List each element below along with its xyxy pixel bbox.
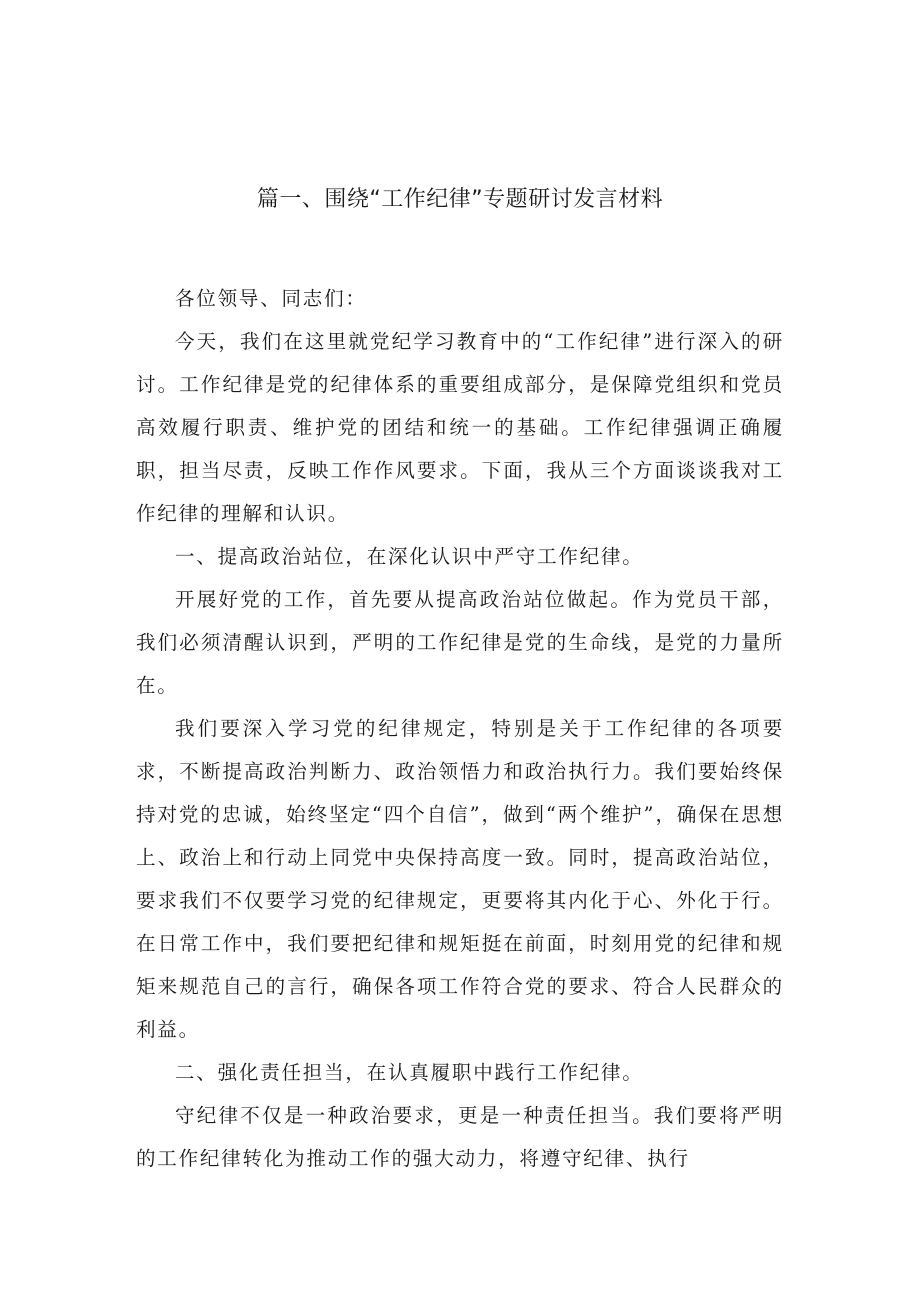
section-heading-2: 二、强化责任担当，在认真履职中践行工作纪律。 — [175, 1061, 644, 1084]
section-heading-1: 一、提高政治站位，在深化认识中严守工作纪律。 — [175, 545, 644, 568]
document-body — [136, 277, 784, 1180]
paragraph: 开展好党的工作，首先要从提高政治站位做起。作为党员干部，我们必须清醒认识到，严明的工作纪律是党的生命线，是党的力量所在。 — [136, 588, 784, 697]
paragraph: 守纪律不仅是一种政治要求，更是一种责任担当。我们要将严明的工作纪律转化为推动工作的强大动力，将遵守纪律、执行 — [136, 1104, 784, 1170]
paragraph: 我们要深入学习党的纪律规定，特别是关于工作纪律的各项要求，不断提高政治判断力、政治领悟力和政治执行力。我们要始终保持对党的忠诚，始终坚定“四个自信”，做到“两个维护”，确保在思想上、政治上和行动上同党中央保持高度一致。同时，提高政治站位，要求我们不仅要学习党的纪律规定，更要将其内化于心、外化于行。在日常工作中，我们要把纪律和规矩挺在前面，时刻用党的纪律和规矩来规范自己的言行，确保各项工作符合党的要求、符合人民群众的利益。 — [136, 717, 784, 1041]
paragraph-introduction: 今天，我们在这里就党纪学习教育中的“工作纪律”进行深入的研讨。工作纪律是党的纪律体系的重要组成部分，是保障党组织和党员高效履行职责、维护党的团结和统一的基础。工作纪律强调正确履职，担当尽责，反映工作作风要求。下面，我从三个方面谈谈我对工作纪律的理解和认识。 — [136, 330, 784, 525]
paragraph-salutation: 各位领导、同志们： — [175, 287, 367, 310]
document-title: 篇一、围绕“工作纪律”专题研讨发言材料 — [256, 187, 664, 212]
